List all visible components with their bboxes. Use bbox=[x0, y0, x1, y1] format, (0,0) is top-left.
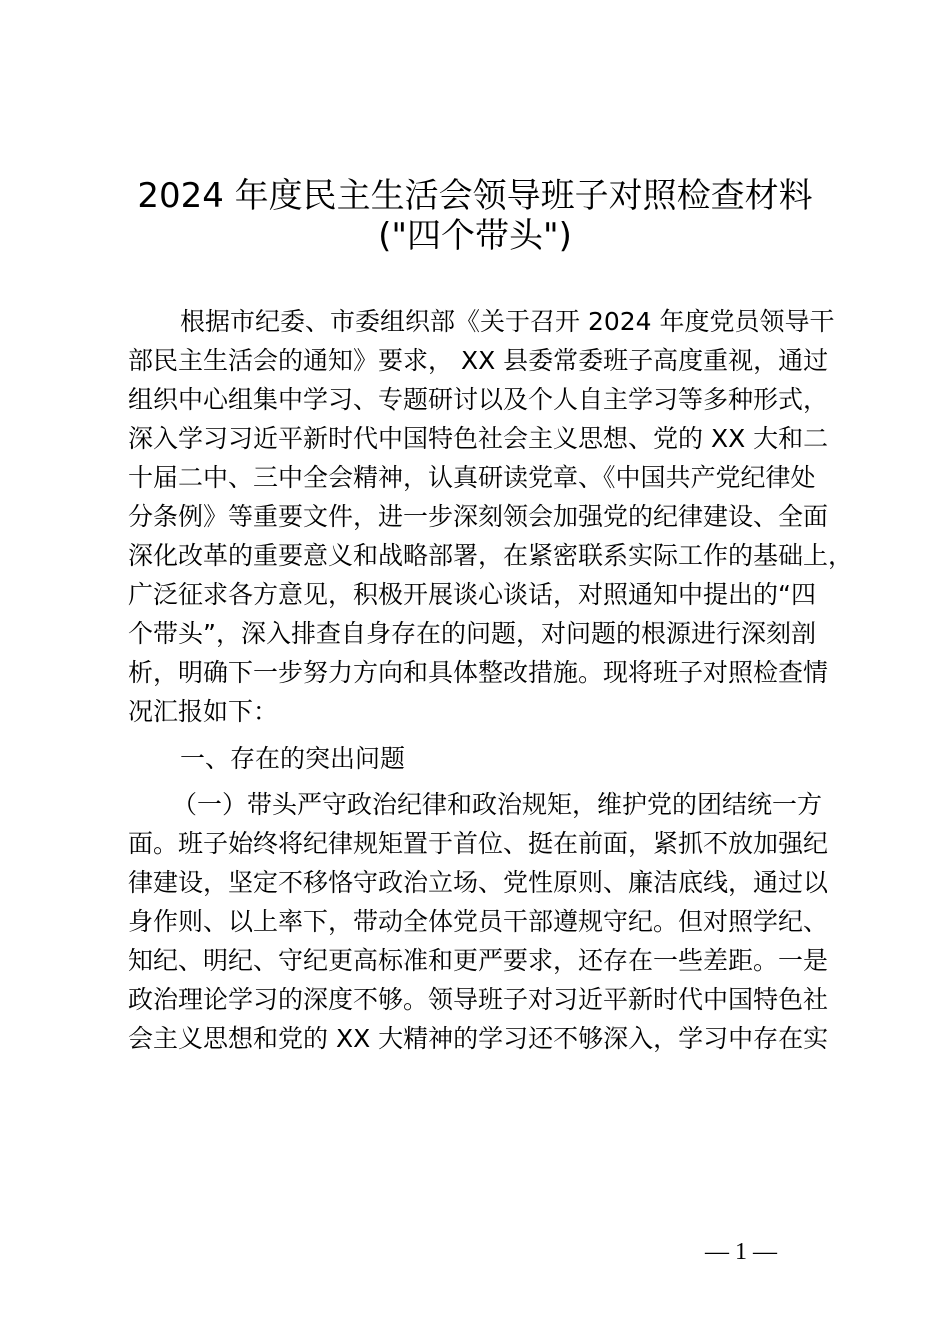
body-line-18: 政治理论学习的深度不够。领导班子对习近平新时代中国特色社 bbox=[128, 985, 829, 1014]
body-line-7: 深化改革的重要意义和战略部署，在紧密联系实际工作的基础上， bbox=[128, 541, 854, 570]
body-line-1: 根据市纪委、市委组织部《关于召开 2024 年度党员领导干 bbox=[180, 307, 835, 336]
body-line-3: 组织中心组集中学习、专题研讨以及个人自主学习等多种形式， bbox=[128, 385, 829, 414]
body-line-5: 十届二中、三中全会精神，认真研读党章、《中国共产党纪律处 bbox=[128, 463, 816, 492]
body-line-10: 析，明确下一步努力方向和具体整改措施。现将班子对照检查情 bbox=[128, 658, 829, 687]
body-line-2: 部民主生活会的通知》要求， XX 县委常委班子高度重视，通过 bbox=[128, 346, 829, 375]
body-line-9: 个带头”，深入排查自身存在的问题，对问题的根源进行深刻剖 bbox=[128, 619, 816, 648]
body-line-13: （一）带头严守政治纪律和政治规矩，维护党的团结统一方 bbox=[172, 790, 823, 819]
body-line-11: 况汇报如下： bbox=[128, 697, 279, 726]
body-line-19: 会主义思想和党的 XX 大精神的学习还不够深入，学习中存在实 bbox=[128, 1024, 829, 1053]
body-line-14: 面。班子始终将纪律规矩置于首位、挺在前面，紧抓不放加强纪 bbox=[128, 829, 829, 858]
document-title-line-2: ("四个带头") bbox=[378, 216, 572, 256]
body-line-8: 广泛征求各方意见，积极开展谈心谈话，对照通知中提出的“四 bbox=[128, 580, 816, 609]
section-heading: 一、存在的突出问题 bbox=[180, 744, 406, 773]
page-number: — 1 — bbox=[705, 1239, 777, 1265]
body-line-16: 身作则、以上率下，带动全体党员干部遵规守纪。但对照学纪、 bbox=[128, 907, 829, 936]
body-line-6: 分条例》等重要文件，进一步深刻领会加强党的纪律建设、全面 bbox=[128, 502, 829, 531]
body-line-17: 知纪、明纪、守纪更高标准和更严要求，还存在一些差距。一是 bbox=[128, 946, 829, 975]
body-line-4: 深入学习习近平新时代中国特色社会主义思想、党的 XX 大和二 bbox=[128, 424, 829, 453]
document-title-line-1: 2024 年度民主生活会领导班子对照检查材料 bbox=[137, 176, 813, 216]
body-line-15: 律建设，坚定不移恪守政治立场、党性原则、廉洁底线，通过以 bbox=[128, 868, 829, 897]
